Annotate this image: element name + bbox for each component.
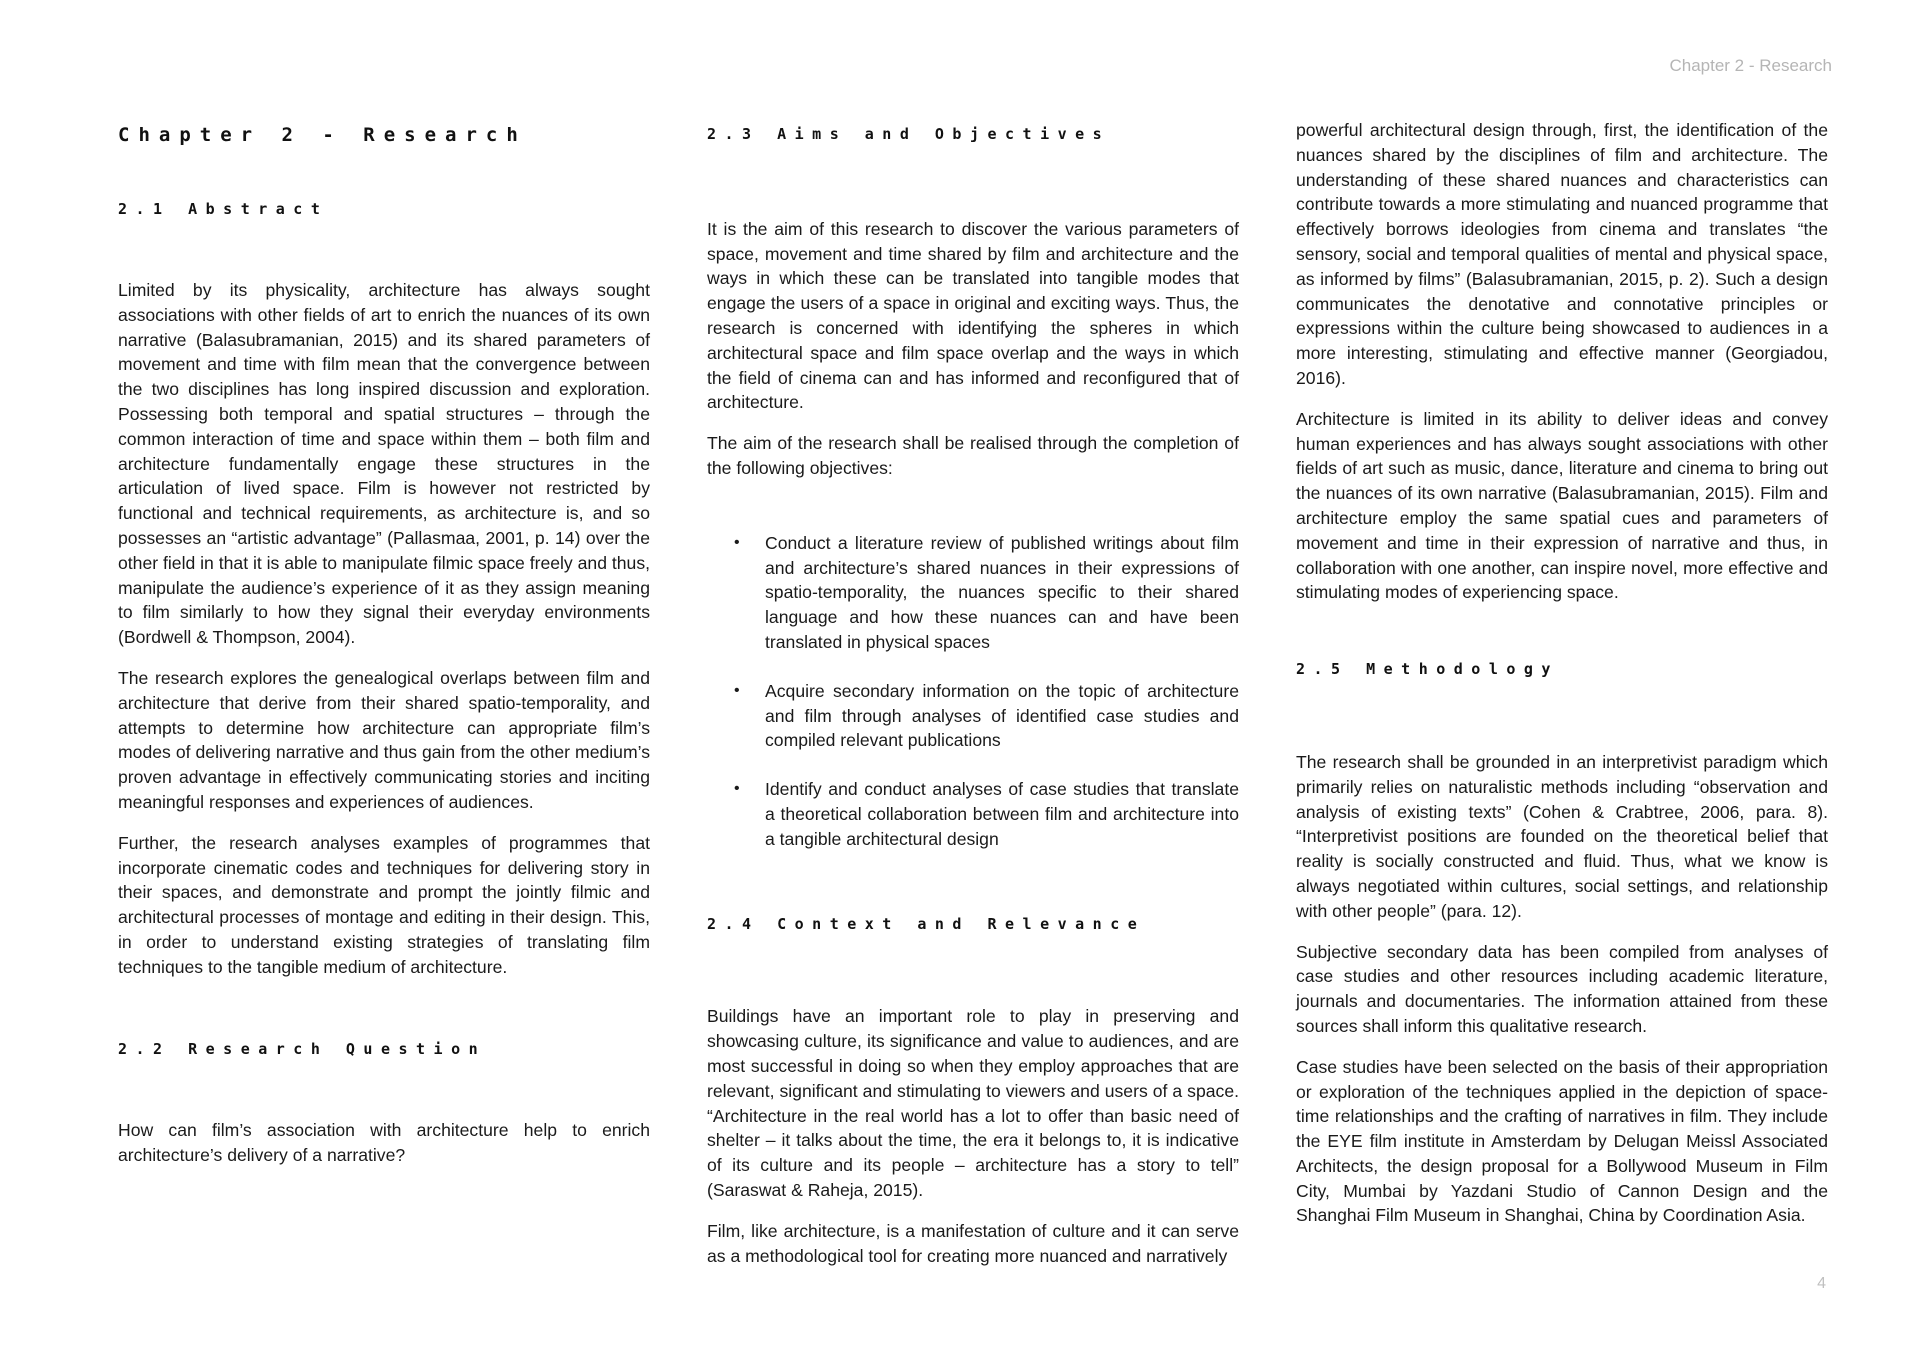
abstract-paragraph: Limited by its physicality, architecture has always sought associations with other fields of art to enrich the nuances of its own narrative (Balasubramanian, 2015) and its shared parameters of movement and time with film mean that the convergence between the two disciplines has long inspired discussion and exploration. Possessing both temporal and spatial structures – through the common interaction of time and space within them – both film and architecture fundamentally engage these structures in the articulation of lived space. Film is however not restricted by functional and technical requirements, as architecture is, and so possesses an “artistic advantage” (Pallasmaa, 2001, p. 14) over the other field in that it is able to manipulate filmic space freely and thus, manipulate the audience’s experience of it as they assign meaning to film similarly to how they signal their everyday environments (Bordwell & Thompson, 2004). bbox=[118, 280, 651, 648]
objective-text: Conduct a literature review of published writings about film and architecture’s shared nuances in their expressions of spatio-temporality, the nuances specific to their shared language and how these nuances can and have been translated in physical spaces bbox=[765, 532, 1239, 652]
research-question-block bbox=[118, 1118, 650, 1184]
aims-heading: 2.3 Aims and Objectives bbox=[707, 125, 1111, 143]
column-3 bbox=[1296, 118, 1828, 1244]
methodology-heading: 2.5 Methodology bbox=[1296, 660, 1559, 679]
abstract-paragraph: Further, the research analyses examples of programmes that incorporate cinematic codes and techniques for delivering story in their spaces, and demonstrate and prompt the jointly filmic and architectural processes of montage and editing in their design. This, in order to understand existing strategies of translating film techniques to the tangible medium of architecture. bbox=[118, 832, 650, 977]
column-1 bbox=[118, 278, 650, 996]
abstract-heading: 2.1 Abstract bbox=[118, 200, 329, 218]
context-paragraph: powerful architectural design through, first, the identification of the nuances shared by the disciplines of film and architecture. The understanding of these shared nuances and characteristics can contribute towards a more stimulating and nuanced programme that effectively borrows ideologies from cinema and translates “the sensory, social and temporal qualities of mental and physical space, as informed by films” (Balasubramanian, 2015, p. 2). Such a design communicates the denotative and connotative principles or expressions within the culture being showcased to audiences in a more interesting, stimulating and effective manner (Georgiadou, 2016). bbox=[1296, 120, 1828, 388]
methodology-paragraph: Subjective secondary data has been compiled from analyses of case studies and other resources including academic literature, journals and documentaries. The information attained from these sources shall inform this qualitative research. bbox=[1296, 941, 1828, 1036]
objective-item bbox=[707, 679, 1239, 753]
methodology-paragraph: The research shall be grounded in an interpretivist paradigm which primarily relies on naturalistic methods including “observation and analysis of existing texts” (Cohen & Crabtree, 2006, para. 8). “Interpretivist positions are founded on the theoretical belief that reality is socially constructed and fluid. Thus, what we know is always negotiated within cultures, social settings, and relationship with other people” (para. 12). bbox=[1296, 751, 1828, 921]
context-paragraph: Film, like architecture, is a manifestation of culture and it can serve as a methodological tool for creating more nuanced and narratively bbox=[707, 1220, 1239, 1266]
chapter-title: Chapter 2 - Research bbox=[118, 124, 527, 146]
page-number: 4 bbox=[1817, 1275, 1826, 1292]
research-question-heading: 2.2 Research Question bbox=[118, 1040, 487, 1058]
context-heading: 2.4 Context and Relevance bbox=[707, 914, 1146, 933]
objective-item bbox=[707, 531, 1239, 655]
running-head: Chapter 2 - Research bbox=[1669, 56, 1832, 75]
context-paragraph: Buildings have an important role to play in preserving and showcasing culture, its significance and value to audiences, and are most successful in doing so when they employ approaches that are relevant, significant and stimulating to viewers and users of a space. “Architecture in the real world has a lot to offer than basic need of shelter – it talks about the time, the era it belongs to, it is indicative of its culture and its people – architecture has a story to tell” (Saraswat & Raheja, 2015). bbox=[707, 1006, 1239, 1200]
bullet-icon: • bbox=[734, 780, 740, 798]
methodology-paragraph: Case studies have been selected on the basis of their appropriation or exploration of the techniques applied in the depiction of space-time relationships and the crafting of narratives in film. They include the EYE film institute in Amsterdam by Delugan Meissl Associated Architects, the design proposal for a Bollywood Museum in Film City, Mumbai by Yazdani Studio of Cannon Design and the Shanghai Film Museum in Shanghai, China by Coordination Asia. bbox=[1296, 1056, 1828, 1226]
aims-paragraph: The aim of the research shall be realised through the completion of the following objectives: bbox=[707, 433, 1239, 478]
bullet-icon: • bbox=[734, 681, 740, 699]
objective-item bbox=[707, 777, 1239, 851]
objective-text: Acquire secondary information on the topic of architecture and film through analyses of identified case studies and compiled relevant publications bbox=[765, 680, 1239, 751]
abstract-paragraph: The research explores the genealogical overlaps between film and architecture that derive from their shared spatio-temporality, and attempts to determine how architecture can appropriate film’s modes of delivering narrative and thus gain from the other medium’s proven advantage in effectively communicating stories and inciting meaningful responses and experiences of audiences. bbox=[118, 667, 650, 812]
column-2 bbox=[707, 122, 1239, 1284]
context-paragraph: Architecture is limited in its ability to deliver ideas and convey human experiences and has always sought associations with other fields of art such as music, dance, literature and cinema to bring out the nuances of its own narrative (Balasubramanian, 2015). Film and architecture employ the same spatial cues and parameters of movement and time in their expression of narrative and thus, in collaboration with one another, can inspire novel, more effective and stimulating modes of experiencing space. bbox=[1296, 408, 1828, 603]
research-question-text: How can film’s association with architecture help to enrich architecture’s delivery of a narrative? bbox=[118, 1120, 650, 1165]
aims-paragraph: It is the aim of this research to discover the various parameters of space, movement and time shared by film and architecture and the ways in which these can be translated into tangible modes that engage the users of a space in original and exciting ways. Thus, the research is concerned with identifying the spheres in which architectural space and film space overlap and the ways in which the field of cinema can and has informed and reconfigured that of architecture. bbox=[707, 218, 1239, 413]
objectives-list bbox=[707, 531, 1239, 852]
objective-text: Identify and conduct analyses of case studies that translate a theoretical collaboration between film and architecture into a tangible architectural design bbox=[765, 779, 1239, 849]
bullet-icon: • bbox=[734, 533, 740, 551]
